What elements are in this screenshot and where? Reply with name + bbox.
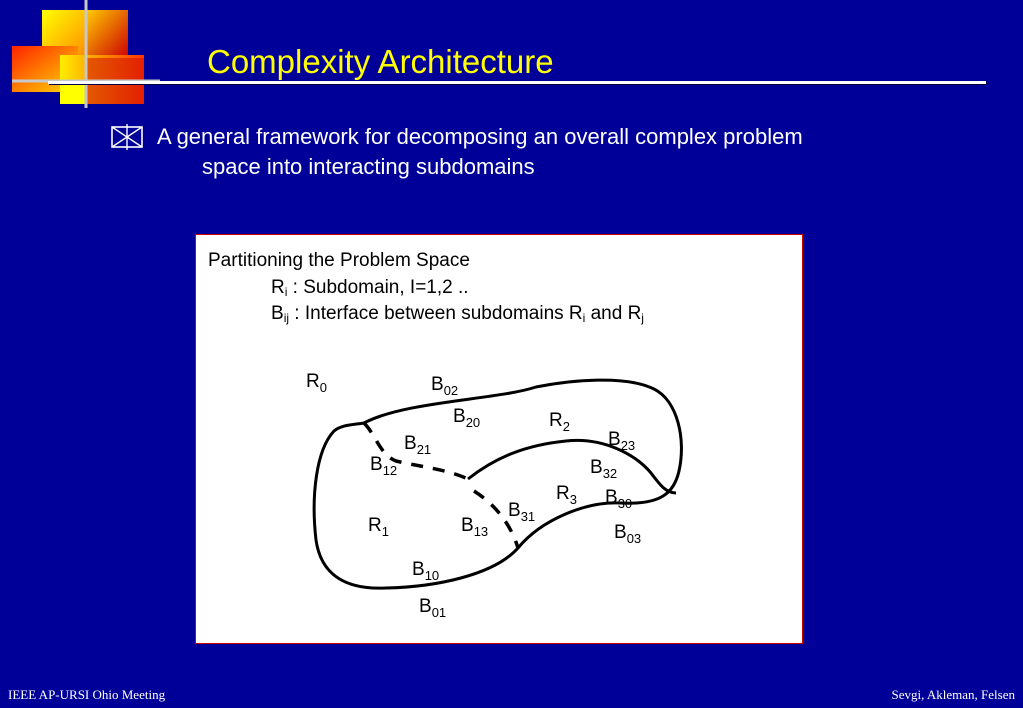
figure-heading: Partitioning the Problem Space [208, 250, 470, 271]
label-b21: $B_{21}$ [404, 433, 432, 457]
label-b23: $B_{23}$ [608, 429, 636, 453]
legend-b-sub: ij [283, 311, 290, 325]
legend-b-mid: and R [585, 303, 642, 324]
label-b12: $B_{12}$ [370, 454, 398, 478]
star-in-box-icon [110, 124, 144, 150]
legend-b-text: : Interface between subdomains R [289, 303, 583, 324]
logo-graphic [0, 0, 160, 110]
legend-r-text: : Subdomain, I=1,2 .. [287, 277, 469, 298]
outer-boundary [314, 380, 681, 588]
label-b32: $B_{32}$ [590, 457, 618, 481]
label-b30: $B_{30}$ [605, 487, 633, 511]
bullet-text-line-1: A general framework for decomposing an overall complex problem [157, 124, 803, 149]
label-b02: $B_{02}$ [431, 374, 459, 398]
label-b10: $B_{10}$ [412, 559, 440, 583]
label-r0: $R_0$ [306, 371, 327, 395]
label-b03: $B_{03}$ [614, 522, 642, 546]
footer-authors: Sevgi, Akleman, Felsen [891, 687, 1015, 702]
bullet-text-line-2: space into interacting subdomains [202, 154, 535, 179]
label-b31: $B_{31}$ [508, 500, 536, 524]
label-b20: $B_{20}$ [453, 406, 481, 430]
legend-r-sub: i [284, 285, 288, 299]
footer-meeting: IEEE AP-URSI Ohio Meeting [8, 687, 166, 702]
legend-r-base: R [271, 277, 285, 298]
domain-diagram [196, 235, 802, 643]
inner-boundary-r2-r3 [468, 440, 676, 493]
slide-title: Complexity Architecture [207, 43, 554, 80]
title-underline [48, 81, 986, 84]
legend-b-sub2: i [582, 311, 586, 325]
legend-b-sub3: j [641, 311, 644, 325]
figure-panel [195, 234, 803, 644]
legend-b-base: B [271, 303, 284, 324]
label-b01: $B_{01}$ [419, 596, 447, 620]
label-r1: $R_1$ [368, 515, 389, 539]
label-b13: $B_{13}$ [461, 515, 489, 539]
label-r2: $R_2$ [549, 410, 570, 434]
label-r3: $R_3$ [556, 483, 577, 507]
